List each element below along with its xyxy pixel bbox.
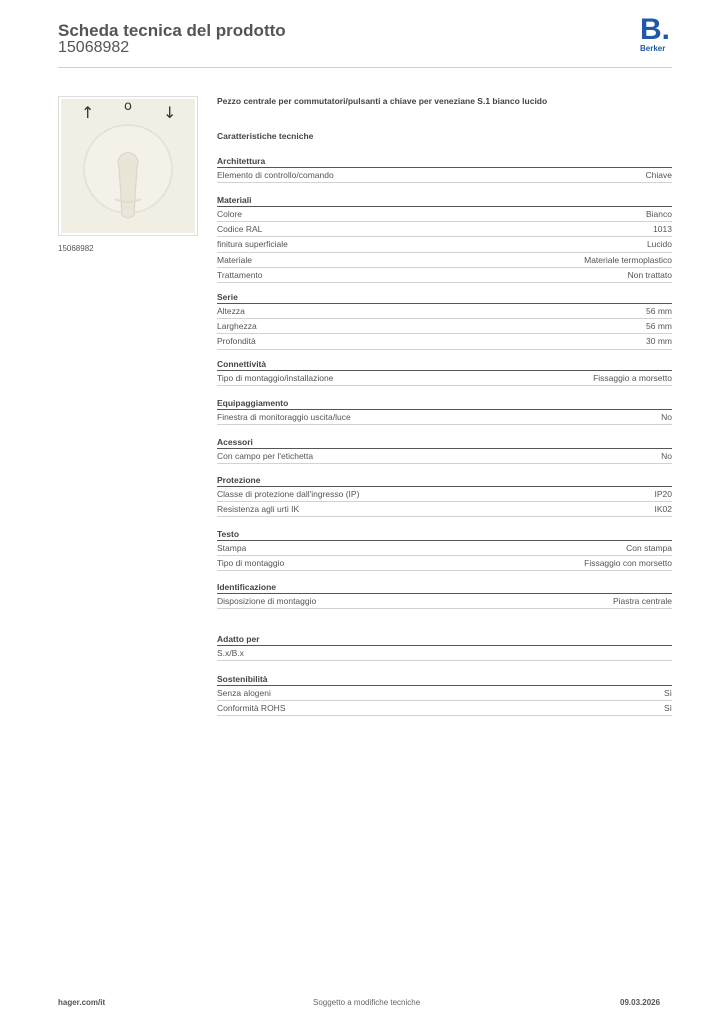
arrow-down-icon: ↓ [163, 103, 177, 122]
spec-label: Materiale [217, 254, 252, 265]
section-heading: Acessori [217, 436, 672, 449]
spec-value: 56 mm [646, 321, 672, 332]
spec-value: Con stampa [626, 543, 672, 553]
spec-row [217, 253, 672, 268]
spec-value: Fissaggio a morsetto [593, 373, 672, 383]
spec-value: No [661, 412, 672, 422]
spec-row [217, 556, 672, 571]
spec-value: 56 mm [646, 306, 672, 316]
spec-section [217, 358, 672, 386]
spec-label: Finestra di monitoraggio uscita/luce [217, 412, 351, 422]
spec-label: Larghezza [217, 321, 257, 332]
spec-value: 30 mm [646, 336, 672, 347]
section-heading: Architettura [217, 155, 672, 168]
spec-value: Sì [663, 703, 672, 714]
spec-row [217, 207, 672, 222]
spec-row [217, 487, 672, 502]
spec-section [217, 194, 672, 283]
spec-section [217, 633, 672, 661]
spec-label: Disposizione di montaggio [217, 596, 317, 606]
spec-label: Con campo per l'etichetta [217, 451, 314, 461]
header-divider [58, 67, 672, 68]
spec-value: No [661, 451, 672, 461]
spec-row [217, 701, 672, 716]
spec-value: 1013 [653, 224, 672, 235]
section-heading: Materiali [217, 194, 672, 207]
image-caption: 15068982 [58, 244, 94, 253]
arrow-up-icon: ↑ [81, 103, 95, 122]
spec-label: Tipo di montaggio [217, 558, 285, 569]
spec-label: Conformità ROHS [217, 703, 286, 714]
spec-section [217, 474, 672, 517]
spec-section [217, 581, 672, 609]
spec-row [217, 168, 672, 183]
specs-title: Caratteristiche tecniche [217, 131, 314, 141]
spec-label: Stampa [217, 543, 247, 553]
spec-value: Chiave [645, 170, 672, 180]
spec-section [217, 397, 672, 425]
spec-value: Non trattato [627, 269, 672, 280]
spec-section [217, 673, 672, 716]
spec-label: Tipo di montaggio/installazione [217, 373, 334, 383]
spec-section [217, 528, 672, 571]
product-description: Pezzo centrale per commutatori/pulsanti a chiave per veneziane S.1 bianco lucido [217, 96, 548, 106]
spec-row [217, 686, 672, 701]
spec-label: Resistenza agli urti IK [217, 504, 300, 515]
spec-row [217, 646, 672, 661]
spec-label: Altezza [217, 306, 245, 316]
spec-label: Elemento di controllo/comando [217, 170, 334, 180]
footer-date: 09.03.2026 [620, 998, 661, 1007]
spec-label: Colore [217, 209, 243, 219]
spec-label: Profondità [217, 336, 256, 347]
spec-label: Classe di protezione dall'ingresso (IP) [217, 489, 360, 499]
spec-label: Codice RAL [217, 224, 263, 235]
spec-label: Trattamento [217, 269, 263, 280]
circle-icon: o [124, 99, 132, 114]
section-heading: Equipaggiamento [217, 397, 672, 410]
spec-row [217, 304, 672, 319]
berker-logo [638, 13, 678, 57]
footer-notice: Soggetto a modifiche tecniche [313, 998, 421, 1007]
spec-row [217, 237, 672, 252]
spec-row [217, 594, 672, 609]
spec-row [217, 268, 672, 283]
spec-value: Bianco [646, 209, 672, 219]
spec-section [217, 291, 672, 350]
spec-value: IK02 [654, 504, 672, 515]
footer-website: hager.com/it [58, 998, 106, 1007]
spec-row [217, 334, 672, 349]
spec-row [217, 502, 672, 517]
section-heading: Sostenibilità [217, 673, 672, 686]
page-title: Scheda tecnica del prodotto [58, 21, 286, 40]
spec-row [217, 541, 672, 556]
logo-letter: B. [640, 13, 670, 46]
section-heading: Identificazione [217, 581, 672, 594]
spec-section [217, 155, 672, 183]
spec-value: Sì [663, 688, 672, 698]
spec-row [217, 449, 672, 464]
spec-row [217, 222, 672, 237]
spec-value: Fissaggio con morsetto [584, 558, 672, 569]
section-heading: Protezione [217, 474, 672, 487]
spec-value: IP20 [654, 489, 672, 499]
spec-label: Senza alogeni [217, 688, 271, 698]
section-heading: Serie [217, 291, 672, 304]
spec-value: Piastra centrale [612, 596, 672, 606]
section-heading: Adatto per [217, 633, 672, 646]
product-code: 15068982 [58, 39, 130, 56]
spec-label: S.x/B.x [217, 648, 244, 658]
logo-text: Berker [640, 44, 666, 53]
spec-value: Lucido [646, 239, 672, 250]
spec-row [217, 319, 672, 334]
spec-row [217, 410, 672, 425]
spec-label: finitura superficiale [217, 239, 288, 250]
spec-section [217, 436, 672, 464]
product-image [58, 96, 198, 236]
spec-row [217, 371, 672, 386]
section-heading: Testo [217, 528, 672, 541]
spec-value: Materiale termoplastico [584, 254, 672, 265]
section-heading: Connettività [217, 358, 672, 371]
